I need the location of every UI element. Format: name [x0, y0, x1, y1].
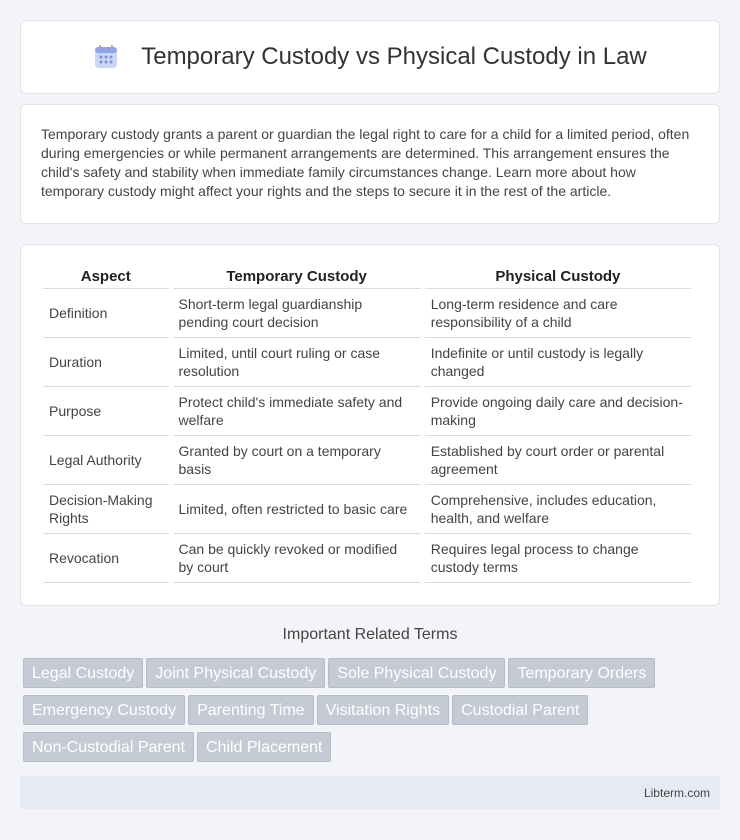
row-temporary: Limited, often restricted to basic care — [173, 485, 421, 534]
row-aspect: Revocation — [43, 534, 169, 583]
row-aspect: Decision-Making Rights — [43, 485, 169, 534]
row-temporary: Short-term legal guardianship pending court decision — [173, 289, 421, 338]
row-physical: Indefinite or until custody is legally changed — [425, 338, 691, 387]
table-row — [43, 289, 691, 338]
tag-sole-physical-custody[interactable]: Sole Physical Custody — [328, 658, 505, 688]
calendar-grid-icon — [93, 44, 119, 70]
intro-paragraph: Temporary custody grants a parent or guardian the legal right to care for a child for a limited period, often during emergencies or while permanent arrangements are determined. This arrangement ensures the child's safety and stability when immediate family circumstances change. Learn more about how temporary custody might affect your rights and the steps to secure it in the rest of the article. — [41, 126, 690, 199]
row-physical: Established by court order or parental agreement — [425, 436, 691, 485]
tag-non-custodial-parent[interactable]: Non-Custodial Parent — [23, 732, 194, 762]
tag-visitation-rights[interactable]: Visitation Rights — [317, 695, 449, 725]
footer-site-link[interactable]: Libterm.com — [643, 786, 710, 800]
tag-parenting-time[interactable]: Parenting Time — [188, 695, 314, 725]
header-aspect: Aspect — [43, 267, 169, 289]
related-terms-title: Important Related Terms — [282, 626, 458, 643]
row-temporary: Can be quickly revoked or modified by court — [173, 534, 421, 583]
comparison-table — [39, 267, 695, 583]
intro-card — [20, 104, 720, 224]
table-row — [43, 534, 691, 583]
row-temporary: Protect child's immediate safety and welfare — [173, 387, 421, 436]
row-physical: Comprehensive, includes education, health, and welfare — [425, 485, 691, 534]
tag-child-placement[interactable]: Child Placement — [197, 732, 332, 762]
row-temporary: Granted by court on a temporary basis — [173, 436, 421, 485]
row-aspect: Duration — [43, 338, 169, 387]
row-physical: Long-term residence and care responsibility of a child — [425, 289, 691, 338]
page-title: Temporary Custody vs Physical Custody in Law — [141, 43, 647, 70]
header-physical-custody: Physical Custody — [425, 267, 691, 289]
tag-emergency-custody[interactable]: Emergency Custody — [23, 695, 185, 725]
footer — [20, 776, 720, 809]
header-temporary-custody: Temporary Custody — [173, 267, 421, 289]
row-aspect: Purpose — [43, 387, 169, 436]
row-aspect: Definition — [43, 289, 169, 338]
row-aspect: Legal Authority — [43, 436, 169, 485]
comparison-card — [20, 244, 720, 606]
row-physical: Requires legal process to change custody terms — [425, 534, 691, 583]
tag-joint-physical-custody[interactable]: Joint Physical Custody — [146, 658, 325, 688]
tag-legal-custody[interactable]: Legal Custody — [23, 658, 143, 688]
title-card — [20, 20, 720, 94]
row-physical: Provide ongoing daily care and decision-making — [425, 387, 691, 436]
table-row — [43, 338, 691, 387]
table-row — [43, 387, 691, 436]
table-header-row — [43, 267, 691, 289]
table-row — [43, 436, 691, 485]
row-temporary: Limited, until court ruling or case resolution — [173, 338, 421, 387]
tag-temporary-orders[interactable]: Temporary Orders — [508, 658, 655, 688]
table-row — [43, 485, 691, 534]
tag-custodial-parent[interactable]: Custodial Parent — [452, 695, 588, 725]
related-terms-list — [23, 658, 713, 769]
